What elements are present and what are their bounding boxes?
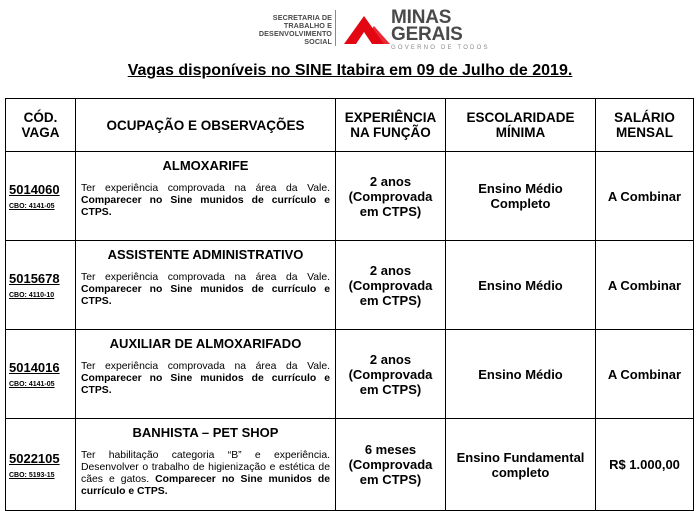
experience-cell: 2 anos (Comprovada em CTPS) [336, 152, 446, 241]
occupation-description: Ter experiência comprovada na área da Vale. Comparecer no Sine munidos de currículo e CTPS. [81, 361, 330, 396]
job-code-cell [6, 419, 76, 511]
education-cell: Ensino Médio [446, 241, 596, 330]
minas-gerais-logo-text: MINAS GERAIS GOVERNO DE TODOS [391, 7, 490, 51]
job-cbo: CBO: 4141-05 [9, 381, 55, 388]
occupation-description: Ter experiência comprovada na área da Vale. Comparecer no Sine munidos de currículo e CTPS. [81, 272, 330, 307]
job-cbo: CBO: 5193-15 [9, 471, 55, 479]
page-title: Vagas disponíveis no SINE Itabira em 09 de Julho de 2019. [127, 62, 573, 79]
table-row [6, 152, 694, 241]
job-code-cell [6, 152, 76, 241]
header-salario: SALÁRIO MENSAL [596, 99, 694, 152]
header-escolaridade: ESCOLARIDADE MÍNIMA [446, 99, 596, 152]
occupation-title: ALMOXARIFE [162, 158, 249, 173]
table-row [6, 419, 694, 511]
education-cell: Ensino Médio Completo [446, 152, 596, 241]
job-code: 5022105 [9, 450, 60, 466]
header-experiencia: EXPERIÊNCIA NA FUNÇÃO [336, 99, 446, 152]
table-header-row [6, 99, 694, 152]
secretaria-label: SECRETARIA DE TRABALHO E DESENVOLVIMENTO SOCIAL [258, 13, 332, 46]
education-cell: Ensino Fundamental completo [446, 419, 596, 511]
occupation-description: Ter habilitação categoria “B” e experiência. Desenvolver o trabalho de higienização e estética de cães e gatos. Comparecer no Sine munidos de currículo e CTPS. [81, 450, 330, 497]
table-row [6, 330, 694, 419]
occupation-description: Ter experiência comprovada na área da Vale. Comparecer no Sine munidos de currículo e CTPS. [81, 183, 330, 218]
salary-cell: R$ 1.000,00 [596, 419, 694, 511]
experience-cell: 2 anos (Comprovada em CTPS) [336, 241, 446, 330]
occupation-title: AUXILIAR DE ALMOXARIFADO [109, 336, 302, 351]
table-row [6, 241, 694, 330]
experience-cell: 6 meses (Comprovada em CTPS) [336, 419, 446, 511]
occupation-cell [76, 330, 336, 419]
job-cbo: CBO: 4141-05 [9, 203, 55, 210]
job-code-cell [6, 330, 76, 419]
occupation-title: ASSISTENTE ADMINISTRATIVO [107, 247, 304, 262]
salary-cell: A Combinar [596, 330, 694, 419]
job-code: 5014016 [9, 360, 60, 375]
page-header [0, 0, 700, 52]
minas-gerais-logo-icon [342, 12, 392, 46]
salary-cell: A Combinar [596, 241, 694, 330]
occupation-title: BANHISTA – PET SHOP [132, 425, 279, 440]
job-code: 5015678 [9, 271, 60, 286]
job-code: 5014060 [9, 182, 60, 197]
header-codigo: CÓD. VAGA [6, 99, 76, 152]
job-cbo: CBO: 4110-10 [9, 292, 55, 299]
jobs-table [5, 98, 694, 511]
header-divider [335, 10, 336, 46]
job-code-cell [6, 241, 76, 330]
salary-cell: A Combinar [596, 152, 694, 241]
header-ocupacao: OCUPAÇÃO E OBSERVAÇÕES [76, 99, 336, 152]
education-cell: Ensino Médio [446, 330, 596, 419]
experience-cell: 2 anos (Comprovada em CTPS) [336, 330, 446, 419]
occupation-cell [76, 152, 336, 241]
occupation-cell [76, 241, 336, 330]
occupation-cell [76, 419, 336, 511]
